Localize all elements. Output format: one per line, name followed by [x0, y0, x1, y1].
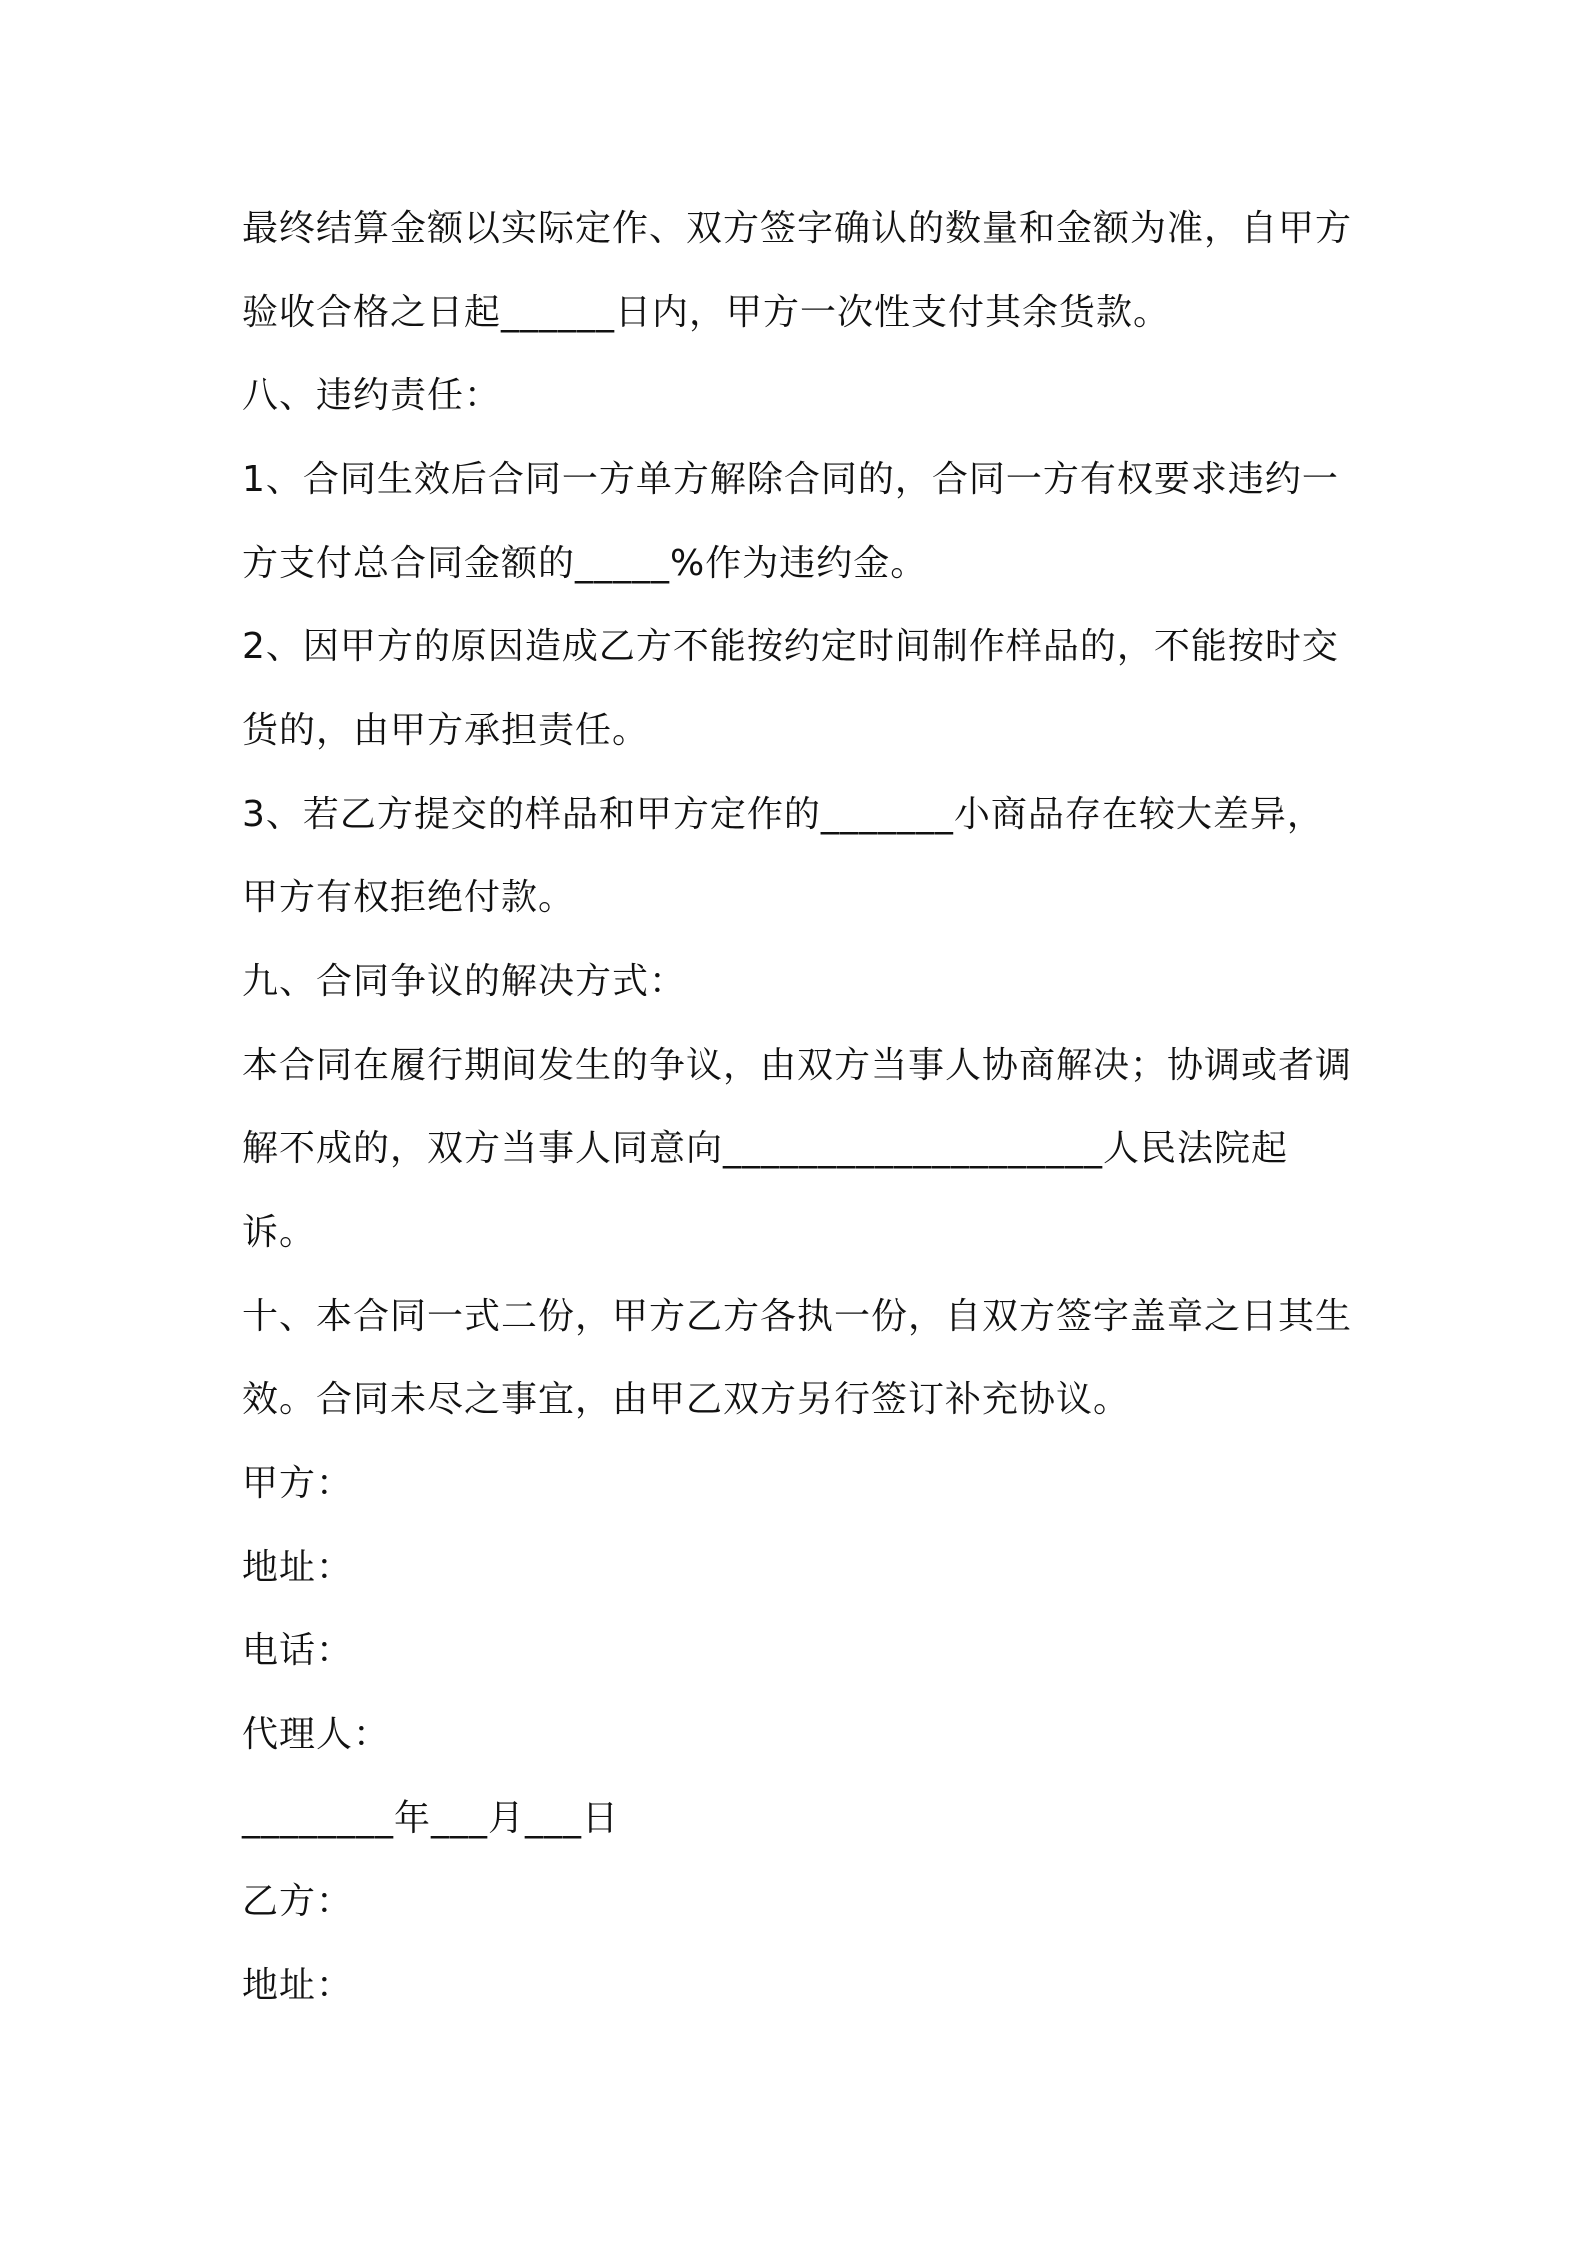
text-line-5: 方支付总合同金额的_____%作为违约金。: [242, 543, 928, 584]
party-a-address-label: 地址：: [242, 1547, 354, 1588]
party-a-agent-label: 代理人：: [242, 1714, 391, 1755]
text-line-13: 诉。: [242, 1212, 317, 1253]
text-line-2: 验收合格之日起______日内，甲方一次性支付其余货款。: [242, 292, 1171, 333]
text-line-1: 最终结算金额以实际定作、双方签字确认的数量和金额为准，自甲方: [242, 208, 1353, 249]
date-line: ________年___月___日: [242, 1798, 620, 1839]
party-b-address-label: 地址：: [242, 1965, 354, 2006]
party-a-label: 甲方：: [242, 1463, 354, 1504]
text-line-11: 本合同在履行期间发生的争议，由双方当事人协商解决；协调或者调: [242, 1045, 1353, 1086]
text-line-15: 效。合同未尽之事宜，由甲乙双方另行签订补充协议。: [242, 1379, 1131, 1420]
party-b-label: 乙方：: [242, 1881, 354, 1922]
text-line-14: 十、本合同一式二份，甲方乙方各执一份，自双方签字盖章之日其生: [242, 1296, 1353, 1337]
text-line-9: 甲方有权拒绝付款。: [242, 877, 576, 918]
text-line-8: 3、若乙方提交的样品和甲方定作的_______小商品存在较大差异，: [242, 794, 1324, 835]
text-line-6: 2、因甲方的原因造成乙方不能按约定时间制作样品的，不能按时交: [242, 626, 1339, 667]
text-line-12: 解不成的，双方当事人同意向____________________人民法院起: [242, 1128, 1289, 1169]
section-heading-breach-liability: 八、违约责任：: [242, 375, 502, 416]
text-line-4: 1、合同生效后合同一方单方解除合同的，合同一方有权要求违约一: [242, 459, 1339, 500]
text-line-7: 货的，由甲方承担责任。: [242, 710, 650, 751]
party-a-phone-label: 电话：: [242, 1630, 354, 1671]
section-heading-dispute-resolution: 九、合同争议的解决方式：: [242, 961, 687, 1002]
